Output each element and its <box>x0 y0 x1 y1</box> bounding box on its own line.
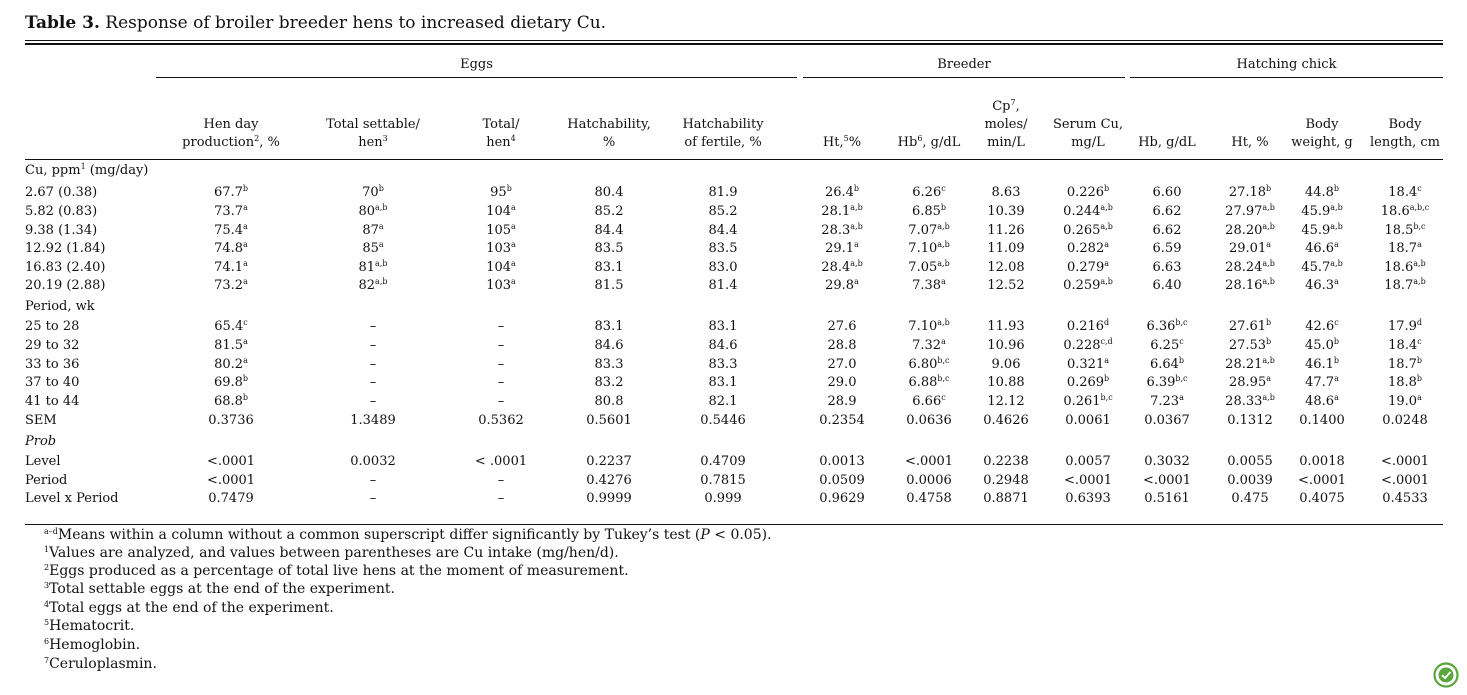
table-cell: 104$^a$ <box>486 259 516 275</box>
row-label: Cu, ppm$^1$ (mg/day) <box>25 162 149 178</box>
table-cell: 105$^a$ <box>486 222 516 238</box>
column-header: Total/ hen$^4$ <box>482 117 520 150</box>
table-cell: 19.0$^a$ <box>1388 393 1422 409</box>
table-cell: 0.4075 <box>1299 491 1345 506</box>
table-cell: 0.4533 <box>1382 491 1428 506</box>
row-label: 25 to 28 <box>25 319 80 334</box>
table-cell: <.0001 <box>1380 454 1430 469</box>
row-label: SEM <box>25 413 57 428</box>
table-cell: 28.16$^{a,b}$ <box>1225 277 1275 293</box>
table-cell: 46.3$^a$ <box>1305 277 1339 293</box>
table-cell: 0.282$^a$ <box>1067 240 1109 256</box>
footnote: $^6$Hemoglobin. <box>44 637 141 653</box>
table-cell: 0.2237 <box>586 454 632 469</box>
table-cell: 84.6 <box>708 338 738 353</box>
table-cell: 83.0 <box>708 260 738 275</box>
table-cell: 81.9 <box>708 185 738 200</box>
table-cell: 85$^a$ <box>362 240 384 256</box>
table-cell: 28.24$^{a,b}$ <box>1225 259 1275 275</box>
table-cell: 0.0039 <box>1227 473 1273 488</box>
table-cell: 0.6393 <box>1065 491 1111 506</box>
table-cell: 45.9$^{a,b}$ <box>1301 222 1343 238</box>
table-cell: 69.8$^b$ <box>213 374 249 390</box>
table-cell: 0.228$^{c,d}$ <box>1063 337 1113 353</box>
row-label: 20.19 (2.88) <box>25 278 106 293</box>
table-caption <box>25 13 606 33</box>
column-group-rule <box>1130 77 1443 78</box>
table-cell: 0.4758 <box>906 491 952 506</box>
row-label: Period, wk <box>25 299 95 314</box>
row-label: 5.82 (0.83) <box>25 204 98 219</box>
table-cell: 44.8$^b$ <box>1304 184 1340 200</box>
table-cell: 6.26$^c$ <box>912 184 946 200</box>
table-cell: 80.4 <box>594 185 624 200</box>
checkmark-logo-icon <box>1433 662 1459 688</box>
table-cell: 0.259$^{a,b}$ <box>1063 277 1113 293</box>
table-cell: 27.53$^b$ <box>1228 337 1272 353</box>
table-cell: 29.1$^a$ <box>825 240 859 256</box>
table-cell: 0.3032 <box>1144 454 1190 469</box>
footnote: $^5$Hematocrit. <box>44 618 135 634</box>
table-cell: 103$^a$ <box>486 277 516 293</box>
table-cell: – <box>369 394 377 409</box>
row-label: 12.92 (1.84) <box>25 241 106 256</box>
table-cell: – <box>369 375 377 390</box>
table-cell: 27.18$^b$ <box>1228 184 1272 200</box>
table-cell: 84.4 <box>708 223 738 238</box>
table-cell: 11.93 <box>987 319 1025 334</box>
table-title: Response of broiler breeder hens to increased dietary Cu. <box>105 13 607 33</box>
table-cell: 0.0509 <box>819 473 865 488</box>
table-cell: 6.62 <box>1152 204 1182 219</box>
row-label: 33 to 36 <box>25 357 80 372</box>
row-label: Level <box>25 454 61 469</box>
table-cell: 81.4 <box>708 278 738 293</box>
row-label: 16.83 (2.40) <box>25 260 106 275</box>
table-cell: 0.0032 <box>350 454 396 469</box>
table-cell: 0.4276 <box>586 473 632 488</box>
table-cell: 12.08 <box>987 260 1025 275</box>
table-cell: 7.32$^a$ <box>912 337 946 353</box>
table-cell: 0.0367 <box>1144 413 1190 428</box>
footnote: $^7$Ceruloplasmin. <box>44 656 157 672</box>
table-cell: 6.40 <box>1152 278 1182 293</box>
table-cell: 0.265$^{a,b}$ <box>1063 222 1113 238</box>
table-cell: <.0001 <box>904 454 954 469</box>
bottom-rule <box>25 524 1443 525</box>
table-cell: 81.5 <box>594 278 624 293</box>
row-label: 2.67 (0.38) <box>25 185 98 200</box>
table-cell: 0.0061 <box>1065 413 1111 428</box>
table-cell: 17.9$^d$ <box>1387 318 1423 334</box>
table-cell: 0.2948 <box>983 473 1029 488</box>
table-cell: 28.21$^{a,b}$ <box>1225 356 1275 372</box>
table-cell: 6.88$^{b,c}$ <box>908 374 950 390</box>
table-cell: 0.4626 <box>983 413 1029 428</box>
table-cell: 104$^a$ <box>486 203 516 219</box>
table-cell: 0.279$^a$ <box>1067 259 1109 275</box>
table-cell: 67.7$^b$ <box>213 184 249 200</box>
table-cell: 46.1$^b$ <box>1304 356 1340 372</box>
table-cell: 0.0055 <box>1227 454 1273 469</box>
table-cell: 0.0248 <box>1382 413 1428 428</box>
table-cell: 48.6$^a$ <box>1305 393 1339 409</box>
table-cell: <.0001 <box>1142 473 1192 488</box>
table-cell: 0.226$^b$ <box>1066 184 1110 200</box>
column-header: Body weight, g <box>1291 117 1353 150</box>
table-cell: 6.63 <box>1152 260 1182 275</box>
table-cell: 29.0 <box>827 375 857 390</box>
table-cell: 10.88 <box>987 375 1025 390</box>
table-cell: – <box>497 394 505 409</box>
table-cell: 73.7$^a$ <box>214 203 248 219</box>
column-group-label: Breeder <box>937 57 991 72</box>
table-cell: 75.4$^a$ <box>214 222 248 238</box>
table-cell: 27.6 <box>827 319 857 334</box>
table-cell: <.0001 <box>206 473 256 488</box>
table-cell: – <box>497 473 505 488</box>
table-cell: 0.3736 <box>208 413 254 428</box>
table-cell: 0.2354 <box>819 413 865 428</box>
table-cell: 28.3$^{a,b}$ <box>821 222 863 238</box>
table-label: Table 3. <box>25 13 100 33</box>
table-cell: 83.3 <box>708 357 738 372</box>
table-cell: 74.8$^a$ <box>214 240 248 256</box>
table-cell: 27.0 <box>827 357 857 372</box>
table-cell: 0.999 <box>704 491 742 506</box>
table-cell: 80$^{a,b}$ <box>358 203 388 219</box>
table-cell: – <box>497 357 505 372</box>
table-cell: 74.1$^a$ <box>214 259 248 275</box>
table-cell: 8.63 <box>991 185 1021 200</box>
table-cell: – <box>497 319 505 334</box>
column-header: Hatchability, % <box>567 117 651 150</box>
table-cell: – <box>497 338 505 353</box>
table-cell: 83.3 <box>594 357 624 372</box>
table-cell: 83.2 <box>594 375 624 390</box>
row-label: Level x Period <box>25 491 119 506</box>
row-label: Period <box>25 473 68 488</box>
table-cell: 70$^b$ <box>362 184 384 200</box>
table-cell: 29.8$^a$ <box>825 277 859 293</box>
table-cell: 45.0$^b$ <box>1304 337 1340 353</box>
table-cell: 0.0013 <box>819 454 865 469</box>
table-cell: 45.7$^{a,b}$ <box>1301 259 1343 275</box>
top-rule-2 <box>25 43 1443 45</box>
table-cell: <.0001 <box>206 454 256 469</box>
table-cell: 0.9629 <box>819 491 865 506</box>
table-cell: 11.09 <box>987 241 1025 256</box>
table-cell: 65.4$^c$ <box>214 318 248 334</box>
table-cell: 7.05$^{a,b}$ <box>908 259 950 275</box>
table-cell: 0.5362 <box>478 413 524 428</box>
table-cell: 28.1$^{a,b}$ <box>821 203 863 219</box>
table-cell: 28.9 <box>827 394 857 409</box>
table-cell: 18.8$^b$ <box>1387 374 1423 390</box>
table-cell: – <box>369 473 377 488</box>
table-cell: 0.0636 <box>906 413 952 428</box>
column-group-rule <box>803 77 1125 78</box>
table-cell: 12.12 <box>987 394 1025 409</box>
table-cell: 28.20$^{a,b}$ <box>1225 222 1275 238</box>
row-label: 41 to 44 <box>25 394 80 409</box>
table-cell: 26.4$^b$ <box>824 184 860 200</box>
footnote: $^3$Total settable eggs at the end of the experiment. <box>44 581 395 597</box>
footnote: $^{a-d}$Means within a column without a common superscript differ significantly by Tukey’s test (P < 0.05). <box>44 527 772 543</box>
table-cell: 0.269$^b$ <box>1066 374 1110 390</box>
table-cell: 0.7815 <box>700 473 746 488</box>
row-label: 29 to 32 <box>25 338 80 353</box>
column-header: Total settable/ hen$^3$ <box>326 117 420 150</box>
table-cell: 0.0057 <box>1065 454 1111 469</box>
table-cell: 0.0018 <box>1299 454 1345 469</box>
table-cell: 47.7$^a$ <box>1305 374 1339 390</box>
table-cell: 82.1 <box>708 394 738 409</box>
table-cell: 6.39$^{b,c}$ <box>1146 374 1188 390</box>
table-cell: 6.60 <box>1152 185 1182 200</box>
table-cell: 7.23$^a$ <box>1150 393 1184 409</box>
table-cell: 18.4$^c$ <box>1388 184 1422 200</box>
table-cell: – <box>497 491 505 506</box>
table-cell: 85.2 <box>594 204 624 219</box>
table-cell: 103$^a$ <box>486 240 516 256</box>
table-cell: – <box>369 491 377 506</box>
table-cell: – <box>369 319 377 334</box>
table-cell: 81$^{a,b}$ <box>358 259 388 275</box>
table-cell: 1.3489 <box>350 413 396 428</box>
column-header: Hatchability of fertile, % <box>682 117 764 150</box>
column-group-rule <box>156 77 797 78</box>
table-cell: 12.52 <box>987 278 1025 293</box>
top-rule <box>25 40 1443 41</box>
table-cell: 28.4$^{a,b}$ <box>821 259 863 275</box>
footnote: $^1$Values are analyzed, and values between parentheses are Cu intake (mg/hen/d). <box>44 545 619 561</box>
table-cell: 7.10$^{a,b}$ <box>908 318 950 334</box>
table-cell: 0.2238 <box>983 454 1029 469</box>
table-cell: 28.8 <box>827 338 857 353</box>
table-cell: 11.26 <box>987 223 1025 238</box>
table-cell: 0.261$^{b,c}$ <box>1063 393 1113 409</box>
table-cell: 6.66$^c$ <box>912 393 946 409</box>
table-cell: 81.5$^a$ <box>214 337 248 353</box>
table-cell: 0.7479 <box>208 491 254 506</box>
table-cell: 7.07$^{a,b}$ <box>908 222 950 238</box>
table-cell: 84.4 <box>594 223 624 238</box>
table-cell: 10.96 <box>987 338 1025 353</box>
table-cell: 6.85$^b$ <box>911 203 947 219</box>
table-cell: 73.2$^a$ <box>214 277 248 293</box>
table-cell: 83.1 <box>708 375 738 390</box>
column-group-label: Hatching chick <box>1236 57 1337 72</box>
table-cell: 0.5446 <box>700 413 746 428</box>
table-cell: 95$^b$ <box>490 184 512 200</box>
column-header: Hb$^6$, g/dL <box>897 134 961 150</box>
table-cell: 0.9999 <box>586 491 632 506</box>
table-cell: – <box>369 357 377 372</box>
table-cell: 28.33$^{a,b}$ <box>1225 393 1275 409</box>
table-cell: 0.475 <box>1231 491 1269 506</box>
table-cell: 0.244$^{a,b}$ <box>1063 203 1113 219</box>
table-cell: 0.4709 <box>700 454 746 469</box>
row-label: 9.38 (1.34) <box>25 223 98 238</box>
table-cell: 18.6$^{a,b}$ <box>1384 259 1426 275</box>
column-header: Hen day production$^2$, % <box>182 117 280 150</box>
table-cell: 7.38$^a$ <box>912 277 946 293</box>
table-cell: 18.6$^{a,b,c}$ <box>1380 203 1430 219</box>
table-cell: 18.7$^{a,b}$ <box>1384 277 1426 293</box>
column-header: Cp$^7$, moles/ min/L <box>984 98 1028 150</box>
row-label: Prob <box>25 434 57 449</box>
table-cell: 6.36$^{b,c}$ <box>1146 318 1188 334</box>
table-cell: 0.1400 <box>1299 413 1345 428</box>
table-cell: 27.61$^b$ <box>1228 318 1272 334</box>
table-cell: 0.8871 <box>983 491 1029 506</box>
table-cell: 85.2 <box>708 204 738 219</box>
table-cell: 28.95$^a$ <box>1229 374 1271 390</box>
table-cell: 6.25$^c$ <box>1150 337 1184 353</box>
column-header: Serum Cu, mg/L <box>1052 117 1124 150</box>
table-cell: 0.5161 <box>1144 491 1190 506</box>
table-cell: 6.64$^b$ <box>1149 356 1185 372</box>
table-cell: 18.7$^a$ <box>1388 240 1422 256</box>
column-group-label: Eggs <box>460 57 493 72</box>
row-label: 37 to 40 <box>25 375 80 390</box>
table-cell: 83.1 <box>594 260 624 275</box>
table-cell: 0.0006 <box>906 473 952 488</box>
table-cell: – <box>369 338 377 353</box>
table-cell: 80.8 <box>594 394 624 409</box>
table-cell: 83.1 <box>708 319 738 334</box>
table-cell: 0.321$^a$ <box>1067 356 1109 372</box>
column-header: Body length, cm <box>1369 117 1440 150</box>
table-cell: 6.59 <box>1152 241 1182 256</box>
table-cell: 80.2$^a$ <box>214 356 248 372</box>
header-rule <box>25 159 1443 160</box>
table-cell: 0.216$^d$ <box>1066 318 1110 334</box>
column-header: Ht,$^5$% <box>822 134 862 150</box>
table-cell: 18.7$^b$ <box>1387 356 1423 372</box>
table-cell: 46.6$^a$ <box>1305 240 1339 256</box>
table-cell: 83.5 <box>708 241 738 256</box>
table-cell: 18.5$^{b,c}$ <box>1384 222 1426 238</box>
column-header: Hb, g/dL <box>1138 135 1196 150</box>
table-cell: <.0001 <box>1063 473 1113 488</box>
table-cell: 18.4$^c$ <box>1388 337 1422 353</box>
table-cell: 82$^{a,b}$ <box>358 277 388 293</box>
column-header: Ht, % <box>1231 135 1269 150</box>
table-cell: 0.1312 <box>1227 413 1273 428</box>
table-cell: 42.6$^c$ <box>1305 318 1339 334</box>
table-cell: < .0001 <box>474 454 528 469</box>
table-cell: 87$^a$ <box>362 222 384 238</box>
table-cell: 83.1 <box>594 319 624 334</box>
table-cell: 0.5601 <box>586 413 632 428</box>
table-cell: 10.39 <box>987 204 1025 219</box>
table-cell: 45.9$^{a,b}$ <box>1301 203 1343 219</box>
table-cell: 29.01$^a$ <box>1229 240 1271 256</box>
footnote: $^4$Total eggs at the end of the experiment. <box>44 600 334 616</box>
table-cell: 68.8$^b$ <box>213 393 249 409</box>
table-cell: <.0001 <box>1380 473 1430 488</box>
table-cell: 27.97$^{a,b}$ <box>1225 203 1275 219</box>
table-cell: 7.10$^{a,b}$ <box>908 240 950 256</box>
table-cell: <.0001 <box>1297 473 1347 488</box>
table-cell: 6.80$^{b,c}$ <box>908 356 950 372</box>
table-cell: 9.06 <box>991 357 1021 372</box>
table-cell: – <box>497 375 505 390</box>
table-cell: 83.5 <box>594 241 624 256</box>
table-cell: 84.6 <box>594 338 624 353</box>
table-cell: 6.62 <box>1152 223 1182 238</box>
footnote: $^2$Eggs produced as a percentage of total live hens at the moment of measurement. <box>44 563 629 579</box>
